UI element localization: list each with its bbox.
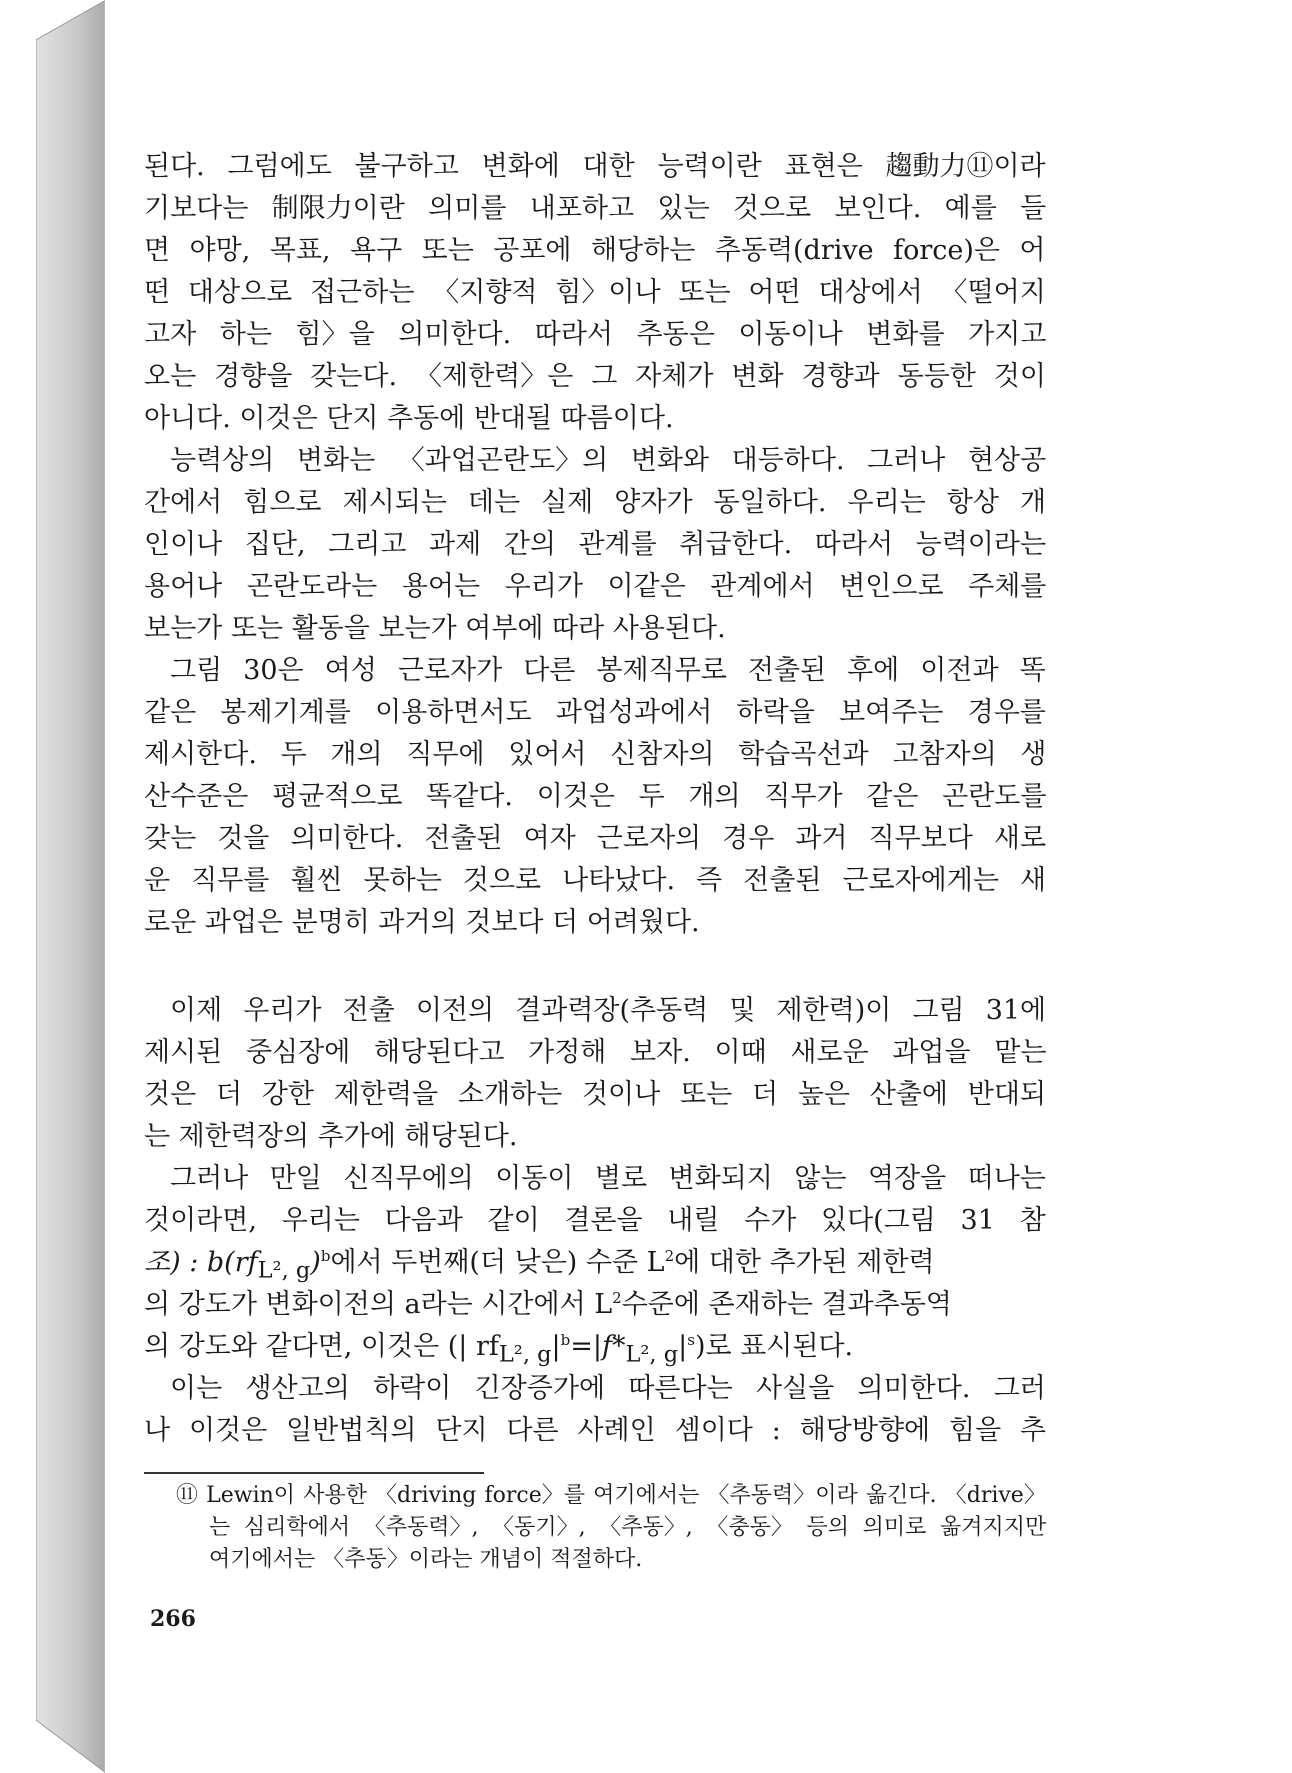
formula-superscript: 2 — [664, 1247, 675, 1265]
formula-part: | — [551, 1331, 561, 1362]
text-line-content: 운 직무를 훨씬 못하는 것으로 나타났다. 즉 전출된 근로자에게는 새 — [144, 865, 1047, 896]
formula-subscript: L², g — [257, 1257, 311, 1284]
text-line-content: 나 이것은 일반법칙의 단지 다른 사례인 셈이다 : 해당방향에 힘을 추 — [144, 1415, 1047, 1446]
text-line — [144, 1368, 1046, 1410]
text-line-content: 산수준은 평균적으로 똑같다. 이것은 두 개의 직무가 같은 곤란도를 — [144, 781, 1047, 812]
formula-superscript: b — [560, 1331, 571, 1349]
formula-segment — [144, 1242, 935, 1284]
footnote-line — [176, 1480, 1046, 1512]
text-line-content: 면 야망, 목표, 욕구 또는 공포에 해당하는 추동력(drive force)은 어 — [144, 235, 1046, 266]
text-line — [144, 818, 1046, 860]
text-line-formula — [144, 1242, 1046, 1284]
text-line — [144, 692, 1046, 734]
text-line-content: 용어나 곤란도라는 용어는 우리가 이같은 관계에서 변인으로 주체를 — [144, 571, 1047, 602]
text-line — [144, 314, 1046, 356]
formula-subscript: L², g — [625, 1341, 679, 1368]
text-line — [144, 860, 1046, 902]
footnote-text: ⑪ Lewin이 사용한 〈driving force〉를 여기에서는 〈추동력〉이라 옮긴다. 〈drive〉 — [176, 1483, 1046, 1508]
text-line — [144, 902, 1046, 944]
page-number: 266 — [150, 1606, 196, 1632]
formula-part: 조) : b(rf — [144, 1247, 258, 1278]
text-line-content: 같은 봉제기계를 이용하면서도 과업성과에서 하락을 보여주는 경우를 — [144, 697, 1046, 728]
text-line-content: 갖는 것을 의미한다. 전출된 여자 근로자의 경우 과거 직무보다 새로 — [144, 823, 1047, 854]
footnote-divider — [144, 1472, 484, 1474]
text-line — [144, 230, 1046, 272]
text-line-content: 의 강도가 변화이전의 a라는 시간에서 L — [144, 1289, 613, 1320]
text-line-content: 된다. 그럼에도 불구하고 변화에 대한 능력이란 표현은 趨動力⑪이라 — [144, 151, 1046, 182]
text-line-content: 오는 경향을 갖는다. 〈제한력〉은 그 자체가 변화 경향과 동등한 것이 — [144, 361, 1046, 392]
text-line-content: 에 대한 추가된 제한력 — [674, 1247, 935, 1278]
footnote-line — [176, 1544, 1046, 1576]
text-line — [144, 1158, 1046, 1200]
text-line-content: )로 표시된다. — [694, 1331, 854, 1362]
text-line-content: 그림 30은 여성 근로자가 다른 봉제직무로 전출된 후에 이전과 똑 — [170, 655, 1046, 686]
text-line-content: 능력상의 변화는 〈과업곤란도〉의 변화와 대등하다. 그러나 현상공 — [170, 445, 1047, 476]
text-line-content: 의 강도와 같다면, 이것은 (| rf — [144, 1331, 499, 1362]
text-line — [144, 608, 1046, 650]
text-line-content: 수준에 존재하는 결과추동역 — [621, 1289, 952, 1320]
text-line-content: 는 제한력장의 추가에 해당된다. — [144, 1121, 518, 1152]
paragraph-gap — [144, 944, 1046, 990]
text-line-content: 제시한다. 두 개의 직무에 있어서 신참자의 학습곡선과 고참자의 생 — [144, 739, 1047, 770]
text-line-content: 간에서 힘으로 제시되는 데는 실제 양자가 동일하다. 우리는 항상 개 — [144, 487, 1047, 518]
text-line-content: 것은 더 강한 제한력을 소개하는 것이나 또는 더 높은 산출에 반대되 — [144, 1079, 1047, 1110]
text-line-content: 그러나 만일 신직무에의 이동이 별로 변화되지 않는 역장을 떠나는 — [170, 1163, 1046, 1194]
text-line — [144, 650, 1046, 692]
text-line-content: 것이라면, 우리는 다음과 같이 결론을 내릴 수가 있다(그림 31 참 — [144, 1205, 1046, 1236]
text-line-content: 보는가 또는 활동을 보는가 여부에 따라 사용된다. — [144, 613, 726, 644]
body-text — [144, 146, 1046, 1452]
formula-superscript: 2 — [612, 1289, 622, 1307]
formula-superscript: b — [320, 1247, 331, 1265]
text-line-content: 이제 우리가 전출 이전의 결과력장(추동력 및 제한력)이 그림 31에 — [170, 995, 1047, 1026]
footnote-text: 는 심리학에서 〈추동력〉, 〈동기〉, 〈추동〉, 〈충동〉 등의 의미로 옮겨지지만 — [209, 1515, 1047, 1540]
text-line — [144, 1032, 1046, 1074]
text-line-content: 로운 과업은 분명히 과거의 것보다 더 어려웠다. — [144, 907, 700, 938]
text-line — [144, 1410, 1046, 1452]
footnote-text: 여기에서는 〈추동〉이라는 개념이 적절하다. — [209, 1547, 643, 1572]
formula-part: | — [678, 1331, 688, 1362]
text-line — [144, 398, 1046, 440]
text-line — [144, 188, 1046, 230]
text-line — [144, 440, 1046, 482]
text-line — [144, 1074, 1046, 1116]
text-line — [144, 524, 1046, 566]
footnote — [176, 1480, 1046, 1576]
text-line-content: 이는 생산고의 하락이 긴장증가에 따른다는 사실을 의미한다. 그러 — [170, 1373, 1046, 1404]
text-line — [144, 146, 1046, 188]
formula-superscript: s — [687, 1331, 695, 1349]
text-line — [144, 482, 1046, 524]
formula-part: =|f* — [570, 1331, 626, 1362]
text-line-content: 아니다. 이것은 단지 추동에 반대될 따름이다. — [144, 403, 674, 434]
text-line-content: 고자 하는 힘〉을 의미한다. 따라서 추동은 이동이나 변화를 가지고 — [144, 319, 1047, 350]
text-line-content: 기보다는 制限力이란 의미를 내포하고 있는 것으로 보인다. 예를 들 — [144, 193, 1047, 224]
text-line-formula — [144, 1284, 1046, 1326]
text-line — [144, 356, 1046, 398]
formula-subscript: L², g — [498, 1341, 552, 1368]
text-line-formula — [144, 1326, 1046, 1368]
text-line — [144, 776, 1046, 818]
formula-segment — [144, 1326, 853, 1368]
text-line — [144, 990, 1046, 1032]
formula-part: ) — [310, 1247, 321, 1278]
formula-segment — [144, 1284, 952, 1326]
text-line — [144, 272, 1046, 314]
text-line — [144, 734, 1046, 776]
book-spine — [36, 0, 106, 1773]
text-line-content: 떤 대상으로 접근하는 〈지향적 힘〉이나 또는 어떤 대상에서 〈떨어지 — [144, 277, 1046, 308]
text-line — [144, 566, 1046, 608]
text-line-content: 인이나 집단, 그리고 과제 간의 관계를 취급한다. 따라서 능력이라는 — [144, 529, 1047, 560]
footnote-line — [176, 1512, 1046, 1544]
text-line-content: 에서 두번째(더 낮은) 수준 L — [330, 1247, 665, 1278]
text-line — [144, 1116, 1046, 1158]
text-line — [144, 1200, 1046, 1242]
text-line-content: 제시된 중심장에 해당된다고 가정해 보자. 이때 새로운 과업을 맡는 — [144, 1037, 1047, 1068]
